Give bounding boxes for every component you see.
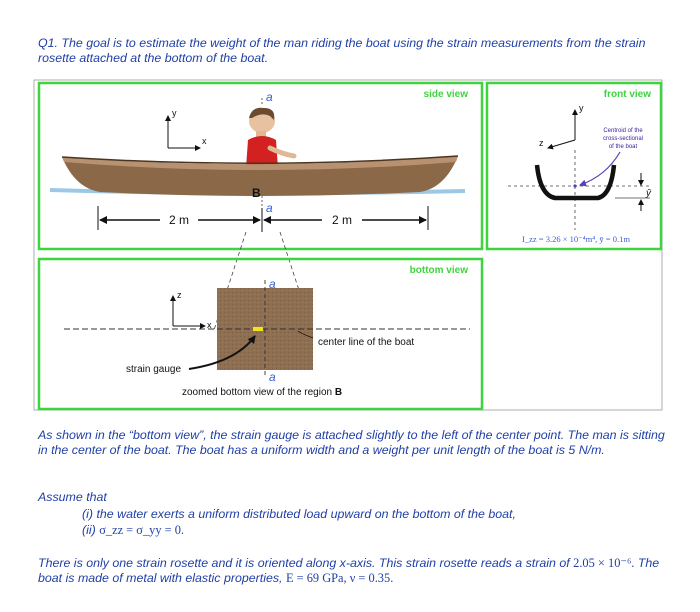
assumption-2 [82, 523, 184, 538]
strain-value: 2.05 × 10⁻⁶. [573, 556, 635, 570]
center-line-label: center line of the boat [318, 337, 415, 348]
boat-cross-section [537, 165, 614, 198]
dimension-lines [98, 206, 428, 232]
centroid-note-3: of the boat [608, 144, 638, 150]
assume-heading: Assume that [38, 490, 107, 504]
para3-part1: There is only one strain rosette and it is oriented along x-axis. This strain rosette reads a strain of [38, 556, 570, 570]
assumption-1: (i) the water exerts a uniform distributed load upward on the bottom of the boat, [82, 507, 516, 521]
paragraph-description: As shown in the “bottom view”, the strain gauge is attached slightly to the left of the center point. The man is sitting in the center of the boat. The boat has a uniform width and a weight per unit length of the boat is 5 N/m. [38, 428, 665, 457]
bottom-axis-z-label: z [177, 290, 182, 300]
point-a-bottom-low: a [269, 370, 276, 384]
material-properties: E = 69 GPa, ν = 0.35. [285, 571, 394, 585]
bottom-view-label: bottom view [409, 265, 468, 276]
point-a-side: a [266, 201, 273, 215]
front-axes [539, 103, 584, 148]
front-axis-z-label: z [539, 138, 544, 148]
front-axis-y-label: y [579, 103, 584, 113]
side-axis-y-label: y [172, 108, 177, 118]
assumption-2-math: σ_zz = σ_yy = 0. [99, 523, 185, 537]
point-b: B [252, 186, 261, 200]
bottom-axes [173, 290, 212, 330]
side-view-label: side view [423, 89, 468, 100]
question-title: Q1. The goal is to estimate the weight of the man riding the boat using the strain measurements from the strain rosette attached at the bottom of the boat. [38, 36, 646, 65]
man-figure [246, 108, 294, 168]
bottom-axis-x-label: x [207, 320, 212, 330]
section-properties: I_zz = 3.26 × 10⁻⁴m⁴, ȳ = 0.1m [522, 234, 630, 244]
strain-gauge [253, 327, 263, 331]
centroid-note-1: Centroid of the [603, 128, 643, 134]
ybar-symbol: ȳ [646, 188, 651, 199]
front-view-frame [487, 83, 661, 249]
strain-gauge-label: strain gauge [126, 364, 182, 375]
zoomed-caption: zoomed bottom view of the region B [182, 387, 343, 398]
dimension-right: 2 m [331, 213, 353, 227]
assumption-2-prefix: (ii) [82, 523, 100, 537]
side-axes [168, 108, 207, 148]
para3-part2: The boat is made of metal with elastic properties, [38, 556, 660, 585]
paragraph-rosette [38, 556, 674, 586]
dimension-left: 2 m [168, 213, 190, 227]
point-a-bottom-top: a [269, 277, 276, 291]
side-axis-x-label: x [202, 136, 207, 146]
front-view-label: front view [603, 89, 651, 100]
figure-border [34, 80, 662, 410]
centroid-note-2: cross-sectional [602, 136, 644, 142]
point-a-top: a [266, 90, 273, 104]
